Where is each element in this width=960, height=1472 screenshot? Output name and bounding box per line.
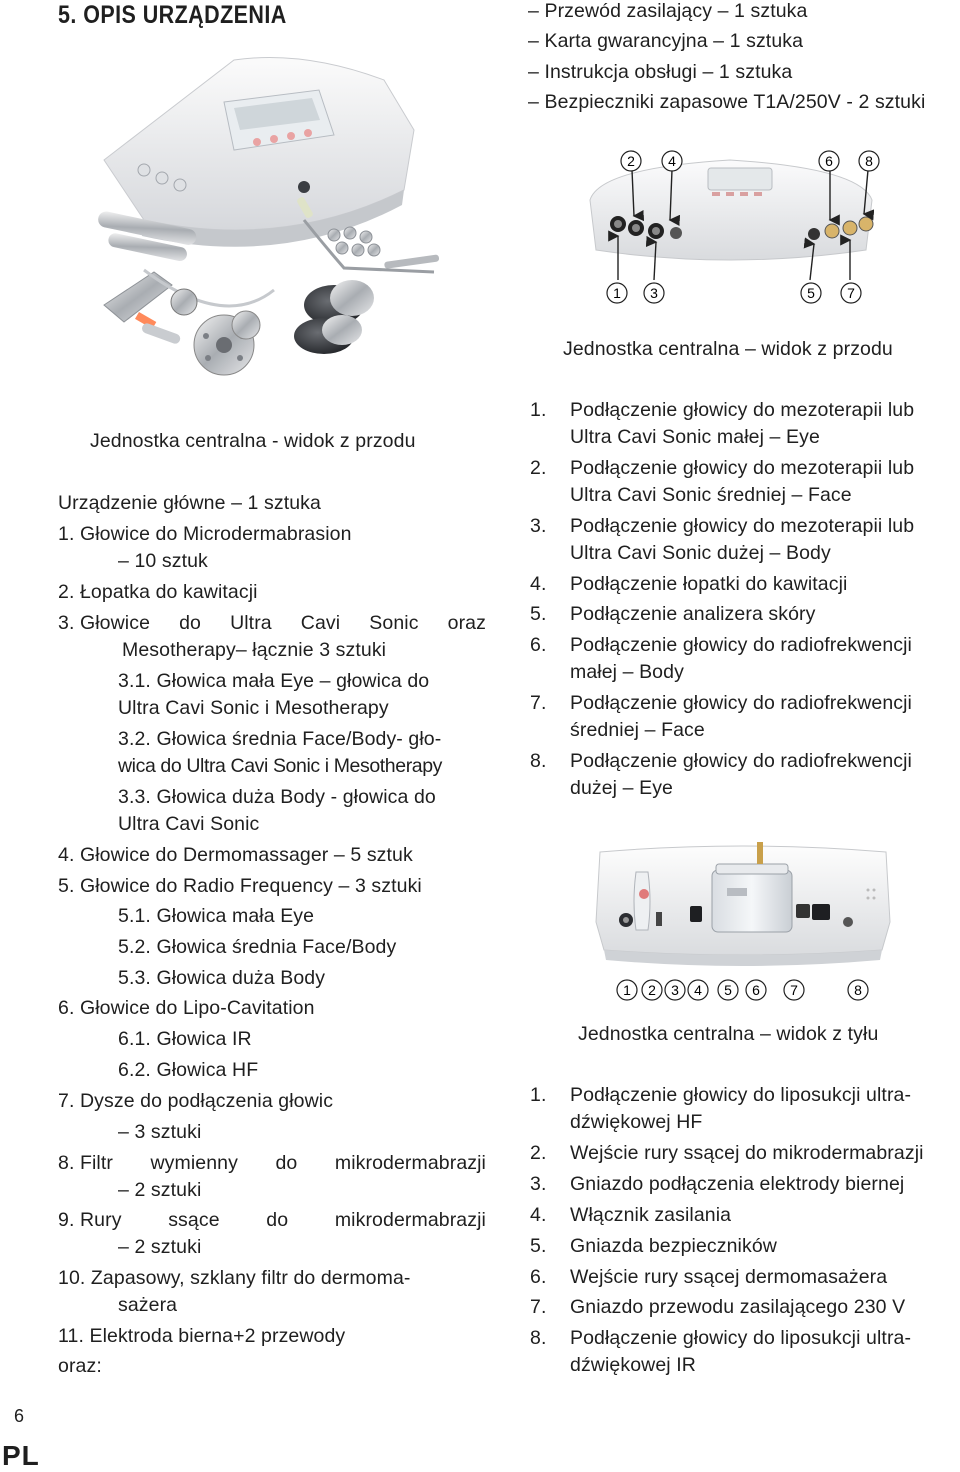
list-item: Ultra Cavi Sonic xyxy=(118,813,260,835)
callout-circle xyxy=(620,150,642,172)
svg-text:2: 2 xyxy=(648,982,656,998)
callout-circle xyxy=(641,979,663,1001)
svg-text:2: 2 xyxy=(627,153,635,169)
svg-text:5: 5 xyxy=(724,982,732,998)
list-item: – 2 sztuki xyxy=(118,1236,202,1258)
callout-circle xyxy=(858,150,880,172)
svg-text:4: 4 xyxy=(668,153,676,169)
list-item: Ultra Cavi Sonic średniej – Face xyxy=(570,484,852,506)
main-unit: Urządzenie główne – 1 sztuka xyxy=(58,492,321,514)
list-number: 7. xyxy=(530,692,547,714)
callout-circle xyxy=(664,979,686,1001)
list-item: – 3 sztuki xyxy=(118,1121,202,1143)
callout-circle xyxy=(661,150,683,172)
list-item: małej – Body xyxy=(570,661,684,683)
svg-text:6: 6 xyxy=(825,153,833,169)
list-item: 5.3. Głowica duża Body xyxy=(118,967,326,989)
list-number: 8. xyxy=(530,1327,547,1349)
list-item: oraz: xyxy=(58,1355,102,1377)
list-item: Podłączenie głowicy do mezoterapii lub xyxy=(570,399,915,421)
accessory-item: – Bezpieczniki zapasowe T1A/250V - 2 sztuki xyxy=(528,91,926,113)
list-item: Gniazdo podłączenia elektrody biernej xyxy=(570,1173,905,1195)
list-number: 4. xyxy=(530,573,547,595)
list-item: Podłączenie głowicy do radiofrekwencji xyxy=(570,692,912,714)
list-item: 10. Zapasowy, szklany filtr do dermoma- xyxy=(58,1267,411,1289)
list-number: 5. xyxy=(530,603,547,625)
svg-text:8: 8 xyxy=(854,982,862,998)
list-item: – 10 sztuk xyxy=(118,550,208,572)
svg-text:5: 5 xyxy=(807,285,815,301)
list-item: Wejście rury ssącej dermomasażera xyxy=(570,1266,888,1288)
list-item: Podłączenie głowicy do liposukcji ultra- xyxy=(570,1327,912,1349)
svg-text:3: 3 xyxy=(671,982,679,998)
list-number: 1. xyxy=(530,1084,547,1106)
callout-circle xyxy=(800,282,822,304)
list-item: 6. Głowice do Lipo-Cavitation xyxy=(58,997,315,1019)
back-view-photo xyxy=(592,832,894,978)
list-item: – 2 sztuki xyxy=(118,1179,202,1201)
list-number: 2. xyxy=(530,1142,547,1164)
page-title: 5. OPIS URZĄDZENIA xyxy=(58,1,287,29)
list-number: 6. xyxy=(530,1266,547,1288)
callout-circle xyxy=(783,979,805,1001)
list-number: 3. xyxy=(530,1173,547,1195)
callout-circle xyxy=(643,282,665,304)
list-item: sażera xyxy=(118,1294,178,1316)
svg-text:8: 8 xyxy=(865,153,873,169)
list-item: 9. Rury ssące do mikrodermabrazji xyxy=(58,1209,486,1231)
list-item: Mesotherapy– łącznie 3 sztuki xyxy=(122,639,387,661)
list-item: Podłączenie analizera skóry xyxy=(570,603,816,625)
list-item: dźwiękowej HF xyxy=(570,1111,703,1133)
list-number: 5. xyxy=(530,1235,547,1257)
list-item: Podłączenie głowicy do mezoterapii lub xyxy=(570,457,915,479)
accessory-item: – Instrukcja obsługi – 1 sztuka xyxy=(528,61,793,83)
caption-left: Jednostka centralna - widok z przodu xyxy=(90,430,416,452)
callout-circle xyxy=(840,282,862,304)
list-item: 2. Łopatka do kawitacji xyxy=(58,581,258,603)
list-item: Ultra Cavi Sonic dużej – Body xyxy=(570,542,831,564)
svg-text:1: 1 xyxy=(613,285,621,301)
list-number: 2. xyxy=(530,457,547,479)
device-accessories-photo xyxy=(84,40,484,380)
list-number: 3. xyxy=(530,515,547,537)
list-item: 4. Głowice do Dermomassager – 5 sztuk xyxy=(58,844,413,866)
caption-back-view: Jednostka centralna – widok z tyłu xyxy=(578,1023,879,1045)
list-item: 5.2. Głowica średnia Face/Body xyxy=(118,936,397,958)
list-item: Podłączenie głowicy do radiofrekwencji xyxy=(570,634,912,656)
accessory-item: – Przewód zasilający – 1 sztuka xyxy=(528,0,808,22)
svg-text:7: 7 xyxy=(790,982,798,998)
list-item: Podłączenie głowicy do mezoterapii lub xyxy=(570,515,915,537)
list-item: Podłączenie łopatki do kawitacji xyxy=(570,573,848,595)
list-item: Podłączenie głowicy do liposukcji ultra- xyxy=(570,1084,912,1106)
list-item: 3.1. Głowica mała Eye – głowica do xyxy=(118,670,430,692)
list-item: Wejście rury ssącej do mikrodermabrazji xyxy=(570,1142,924,1164)
callout-circle xyxy=(745,979,767,1001)
list-number: 7. xyxy=(530,1296,547,1318)
list-item: 6.1. Głowica IR xyxy=(118,1028,252,1050)
svg-text:6: 6 xyxy=(752,982,760,998)
list-item: średniej – Face xyxy=(570,719,705,741)
list-item: Ultra Cavi Sonic i Mesotherapy xyxy=(118,697,389,719)
list-item: 8. Filtr wymienny do mikrodermabrazji xyxy=(58,1152,486,1174)
callout-circle xyxy=(687,979,709,1001)
list-item: 3.3. Głowica duża Body - głowica do xyxy=(118,786,436,808)
list-number: 8. xyxy=(530,750,547,772)
list-number: 4. xyxy=(530,1204,547,1226)
callout-circle xyxy=(606,282,628,304)
list-item: 3. Głowice do Ultra Cavi Sonic oraz xyxy=(58,612,486,634)
language-code: PL xyxy=(2,1440,40,1471)
list-item: dźwiękowej IR xyxy=(570,1354,696,1376)
list-number: 6. xyxy=(530,634,547,656)
caption-front-view: Jednostka centralna – widok z przodu xyxy=(563,338,893,360)
list-number: 1. xyxy=(530,399,547,421)
list-item: 1. Głowice do Microdermabrasion xyxy=(58,523,352,545)
callout-circle xyxy=(818,150,840,172)
list-item: Gniazdo przewodu zasilającego 230 V xyxy=(570,1296,906,1318)
page-number: 6 xyxy=(14,1406,25,1426)
list-item: 7. Dysze do podłączenia głowic xyxy=(58,1090,334,1112)
list-item: Gniazda bezpieczników xyxy=(570,1235,777,1257)
list-item: Podłączenie głowicy do radiofrekwencji xyxy=(570,750,912,772)
callout-circle xyxy=(717,979,739,1001)
list-item: 5. Głowice do Radio Frequency – 3 sztuki xyxy=(58,875,422,897)
list-item: wica do Ultra Cavi Sonic i Mesotherapy xyxy=(118,755,443,777)
svg-text:4: 4 xyxy=(694,982,702,998)
callout-circle xyxy=(616,979,638,1001)
list-item: 11. Elektroda bierna+2 przewody xyxy=(58,1325,346,1347)
list-item: Ultra Cavi Sonic małej – Eye xyxy=(570,426,820,448)
list-item: 5.1. Głowica mała Eye xyxy=(118,905,315,927)
accessory-item: – Karta gwarancyjna – 1 sztuka xyxy=(528,30,804,52)
svg-text:3: 3 xyxy=(650,285,658,301)
svg-text:1: 1 xyxy=(623,982,631,998)
list-item: 3.2. Głowica średnia Face/Body- gło- xyxy=(118,728,442,750)
svg-text:7: 7 xyxy=(847,285,855,301)
callout-circle xyxy=(847,979,869,1001)
list-item: dużej – Eye xyxy=(570,777,673,799)
list-item: Włącznik zasilania xyxy=(570,1204,732,1226)
list-item: 6.2. Głowica HF xyxy=(118,1059,259,1081)
